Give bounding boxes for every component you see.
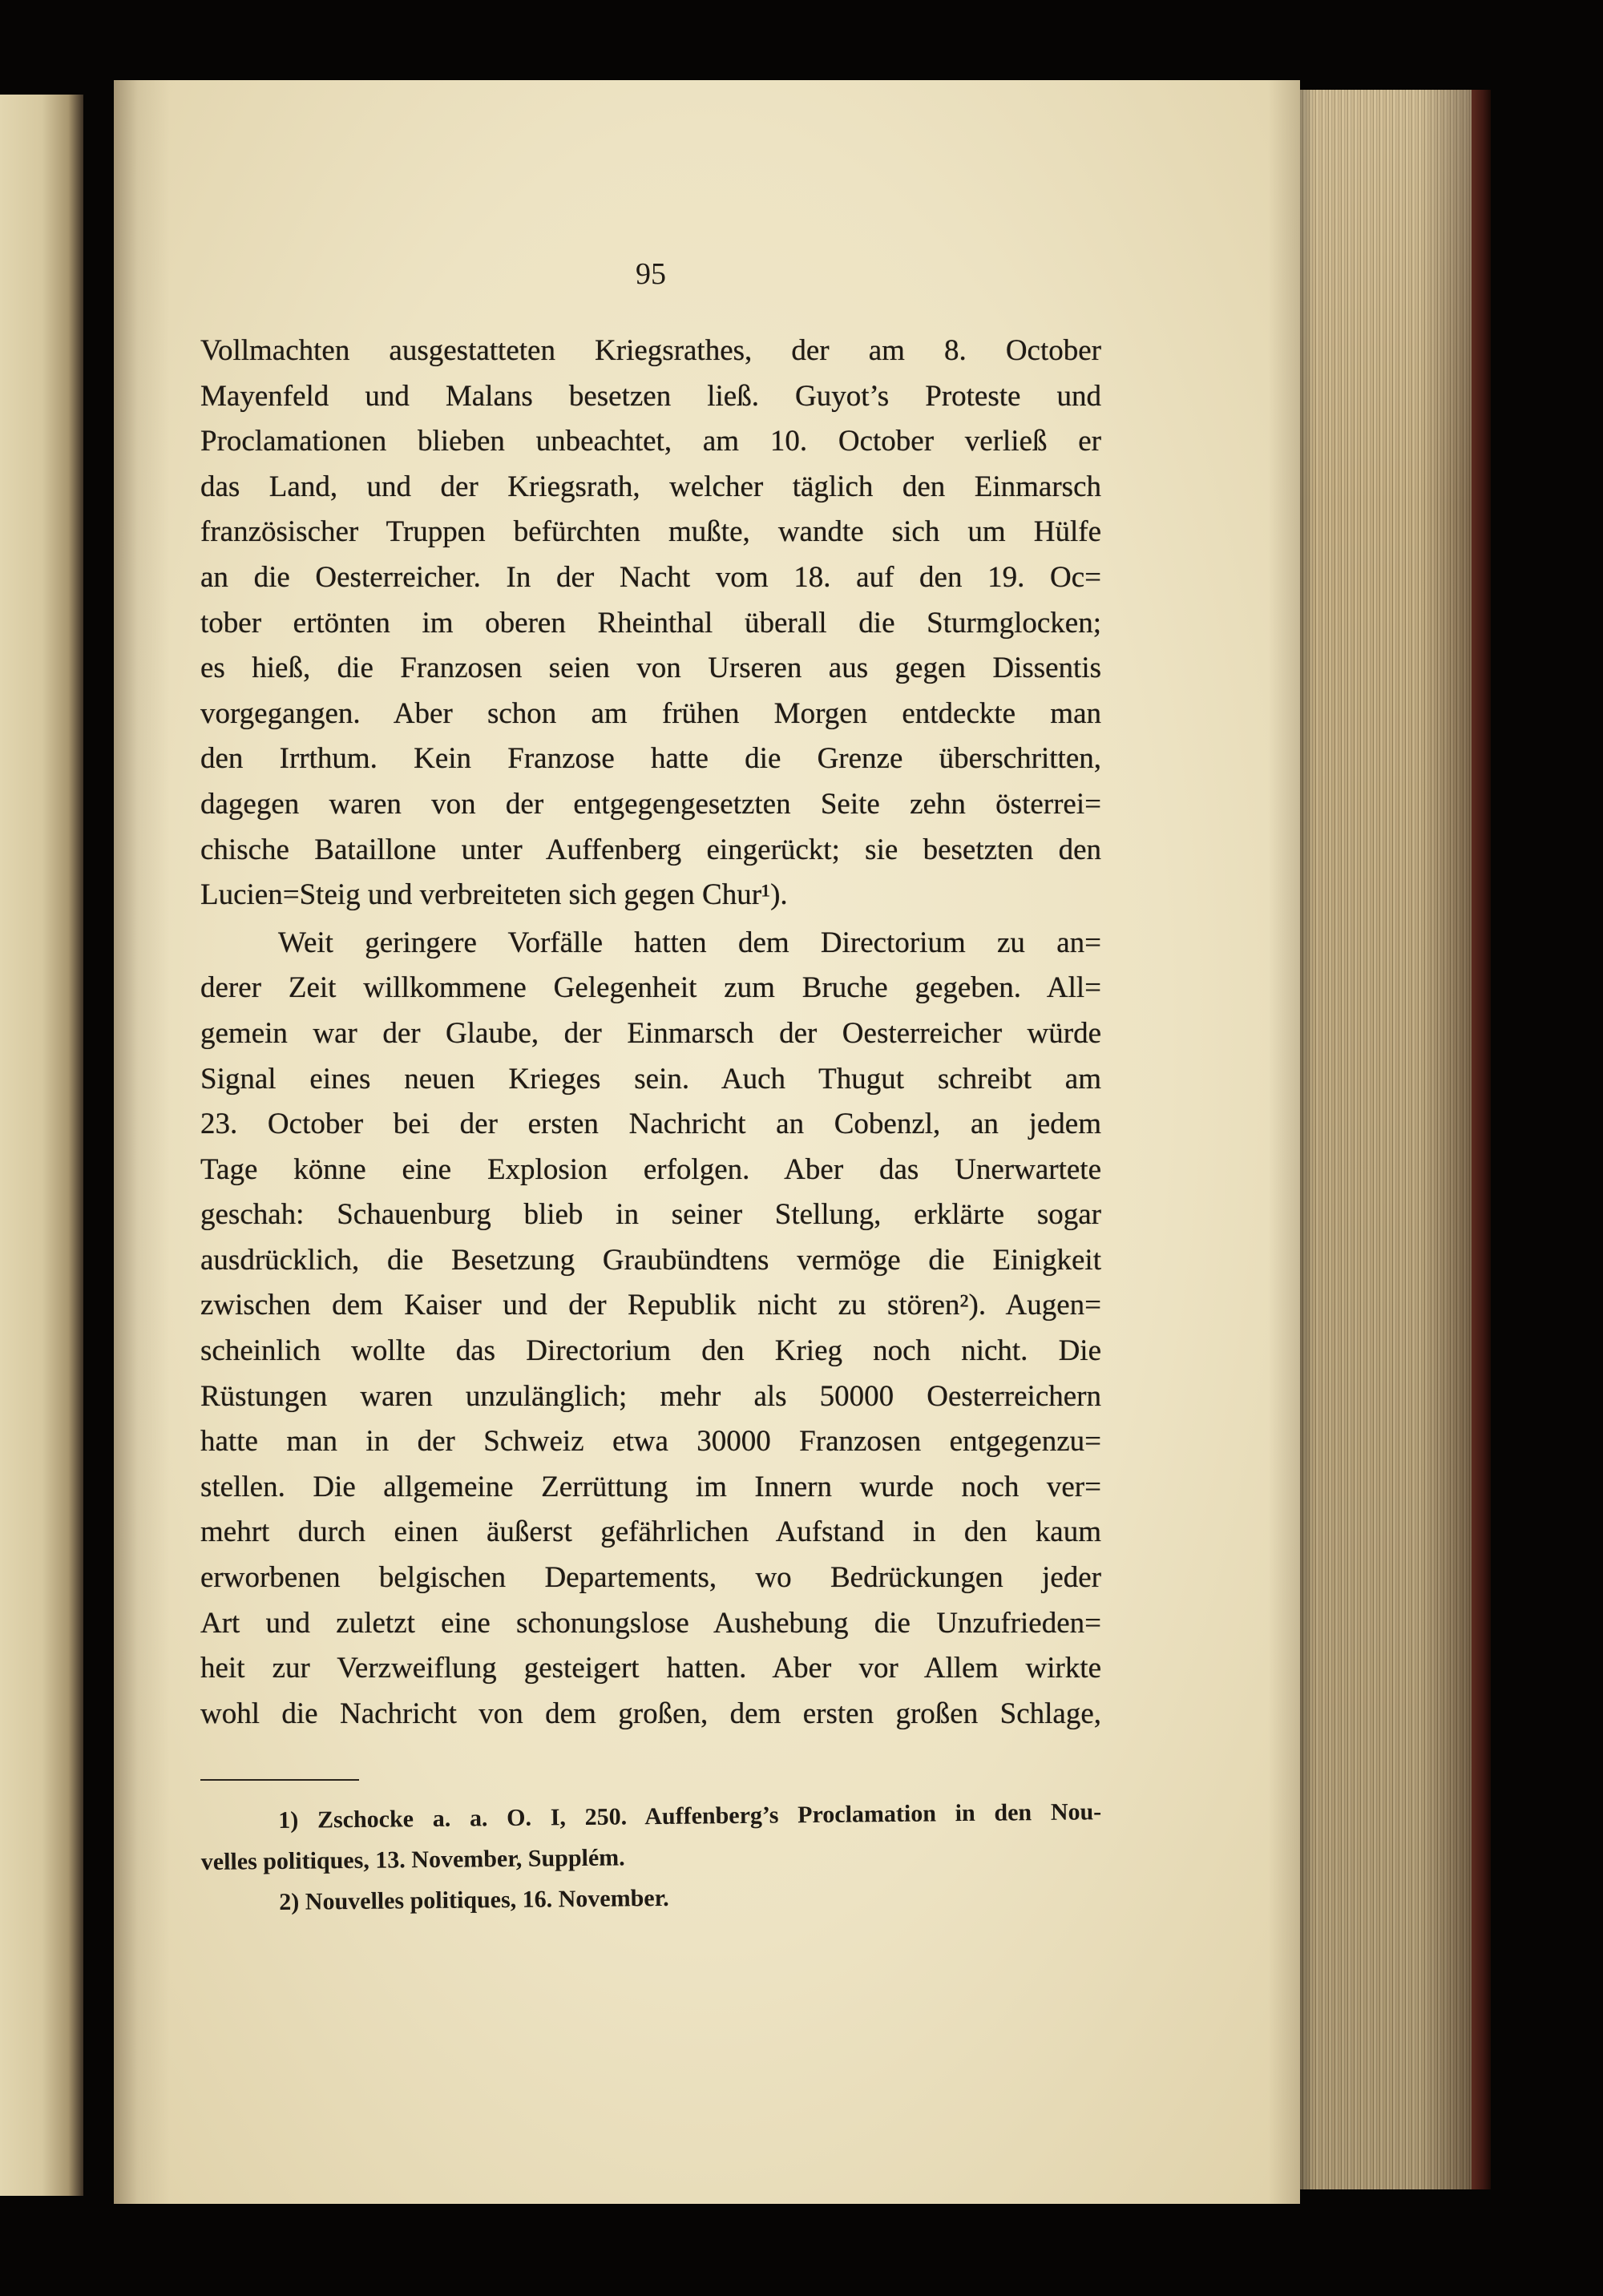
text-line: Rüstungen waren unzulänglich; mehr als 50000 Oesterreichern [200, 1379, 1101, 1413]
text-line: stellen. Die allgemeine Zerrüttung im Innern wurde noch ver= [200, 1470, 1101, 1503]
text-line: an die Oesterreicher. In der Nacht vom 18. auf den 19. Oc= [200, 560, 1101, 594]
text-line: es hieß, die Franzosen seien von Urseren aus gegen Dissentis [200, 652, 1101, 685]
text-line: Vollmachten ausgestatteten Kriegsrathes, der am 8. October [200, 334, 1101, 367]
text-line: Signal eines neuen Krieges sein. Auch Thugut schreibt am [200, 1062, 1101, 1096]
footnote-2 [201, 1873, 1102, 1923]
text-line: das Land, und der Kriegsrath, welcher täglich den Einmarsch [200, 470, 1101, 503]
book-cover-edge [1472, 90, 1491, 2189]
footnote-line: velles politiques, 13. November, Supplém. [200, 1844, 625, 1875]
text-line: zwischen dem Kaiser und der Republik nicht zu stören²). Augen= [200, 1289, 1101, 1322]
paragraph [200, 921, 1101, 1737]
text-line: gemein war der Glaube, der Einmarsch der Oesterreicher würde [200, 1016, 1101, 1050]
main-page [114, 80, 1300, 2204]
footnote-rule [200, 1779, 359, 1781]
text-line: dagegen waren von der entgegengesetzten Seite zehn österrei= [200, 787, 1101, 821]
page-number: 95 [636, 257, 666, 291]
text-line: vorgegangen. Aber schon am frühen Morgen entdeckte man [200, 696, 1101, 730]
text-line: Proclamationen blieben unbeachtet, am 10. October verließ er [200, 425, 1101, 458]
text-line: Weit geringere Vorfälle hatten dem Directorium zu an= [278, 926, 1101, 959]
text-line: scheinlich wollte das Directorium den Krieg noch nicht. Die [200, 1334, 1101, 1368]
page-edges [1300, 90, 1491, 2189]
footnote-line: 1) Zschocke a. a. O. I, 250. Auffenberg’s Proclamation in den Nou- [278, 1798, 1102, 1834]
text-line: ausdrücklich, die Besetzung Graubündtens vermöge die Einigkeit [200, 1243, 1101, 1277]
text-line: tober ertönten im oberen Rheinthal überall die Sturmglocken; [200, 606, 1101, 640]
text-line: erworbenen belgischen Departements, wo Bedrückungen jeder [200, 1561, 1101, 1595]
text-line: Tage könne eine Explosion erfolgen. Aber das Unerwartete [200, 1152, 1101, 1186]
text-line: derer Zeit willkommene Gelegenheit zum Bruche gegeben. All= [200, 971, 1101, 1005]
text-line: Lucien=Steig und verbreiteten sich gegen Chur¹). [200, 878, 788, 912]
footnotes [200, 1791, 1103, 1923]
text-line: chische Bataillone unter Auffenberg eingerückt; sie besetzten den [200, 833, 1101, 866]
text-line: wohl die Nachricht von dem großen, dem ersten großen Schlage, [200, 1697, 1101, 1730]
body-text [200, 329, 1101, 1737]
text-line: Art und zuletzt eine schonungslose Aushebung die Unzufrieden= [200, 1606, 1101, 1640]
left-page [0, 95, 83, 2196]
footnote-line: 2) Nouvelles politiques, 16. November. [279, 1884, 669, 1915]
paragraph [200, 329, 1101, 918]
text-line: geschah: Schauenburg blieb in seiner Stellung, erklärte sogar [200, 1198, 1101, 1232]
text-line: Mayenfeld und Malans besetzen ließ. Guyot’s Proteste und [200, 379, 1101, 413]
footnote-1 [200, 1791, 1102, 1882]
text-line: 23. October bei der ersten Nachricht an Cobenzl, an jedem [200, 1108, 1101, 1141]
text-line: den Irrthum. Kein Franzose hatte die Grenze überschritten, [200, 742, 1101, 776]
text-line: französischer Truppen befürchten mußte, wandte sich um Hülfe [200, 515, 1101, 549]
text-line: mehrt durch einen äußerst gefährlichen Aufstand in den kaum [200, 1515, 1101, 1549]
text-line: heit zur Verzweiflung gesteigert hatten. Aber vor Allem wirkte [200, 1652, 1101, 1685]
text-line: hatte man in der Schweiz etwa 30000 Franzosen entgegenzu= [200, 1425, 1101, 1459]
